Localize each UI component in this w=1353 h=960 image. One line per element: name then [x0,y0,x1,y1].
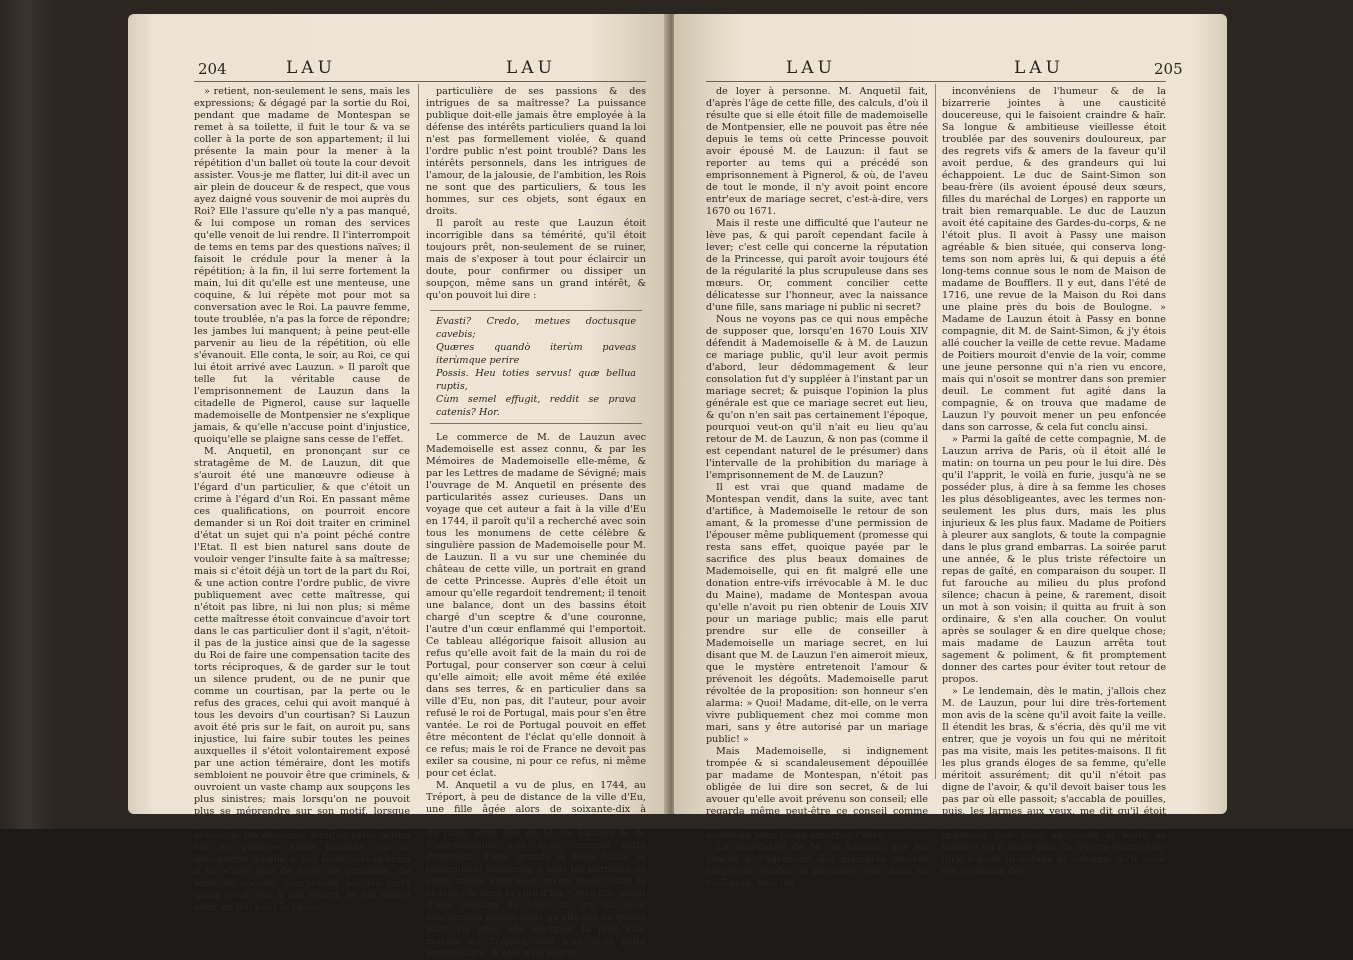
right-page-number: 205 [1154,60,1183,78]
paragraph: Il est vrai que quand madame de Montespan vendit, dans la suite, avec tant d'artifice, à Mademoiselle le retour de son amant, & la promesse d'une permission de l'épouser même publiquement (promesse qui resta sans effet, quoique payée par le sacrifice des plus beaux domaines de Mademoiselle, qui en fit malgré elle une donation entre-vifs irrévocable à M. le duc du Maine), madame de Montespan avoua qu'elle n'avoit pu rien obtenir de Louis XIV pour un mariage public; mais elle parut prendre sur elle de conseiller à Mademoiselle un mariage secret, en lui disant que M. de Lauzun l'en aimeroit mieux, que le mystère entretenoit l'amour & prévenoit les dégoûts. Mademoiselle parut révoltée de la proposition: son honneur s'en alarma: » Quoi! Madame, dit-elle, on le verra vivre publiquement chez moi comme mon mari, sans y être autorisé par un mariage public! » [706,482,928,745]
paragraph: particulière de ses passions & des intrigues de sa maîtresse? La puissance publique doit-elle jamais être employée à la défense des intérêts particuliers quand la loi n'est pas formellement violée, & quand l'ordre public n'est point troublé? Dans les intérêts personnels, dans les intrigues de l'amour, de la jalousie, de l'ambition, les Rois ne sont que des particuliers, & tous les hommes, sur ces objets, sont égaux en droits. [426,86,646,217]
paragraph: Nous ne voyons pas ce qui nous empêche de supposer que, lorsqu'en 1670 Louis XIV défendit à Mademoiselle & à M. de Lauzun ce mariage public, qu'il leur avoit permis d'abord, leur dédommagement & leur consolation fut d'y suppléer à l'instant par un mariage secret; & puisque l'opinion la plus générale est que ce mariage secret eut lieu, & qu'on n'en sait pas certainement l'époque, pourquoi veut-on qu'il n'ait eu lieu qu'au retour de M. de Lauzun, & non pas (comme il est cependant naturel de le présumer) dans l'intervalle de la prohibition du mariage à l'emprisonnement de M. de Lauzun? [706,314,928,481]
poem-line: Cùm semel effugit, reddit se prava catenis? Hor. [436,394,636,418]
left-column-2 [426,86,646,960]
poem-line: Quæres quandò iterùm paveas iterùmque perire [436,342,636,366]
paragraph: inconvéniens de l'humeur & de la bizarrerie jointes à une causticité doucereuse, qui le faisoient craindre & haïr. Sa longue & ambitieuse vieillesse étoit troublée par des souvenirs douloureux, par des regrets vifs & amers de la faveur qu'il avoit perdue, & des grandeurs qui lui échappoient. Le duc de Saint-Simon son beau-frère (ils avoient épousé deux sœurs, filles du maréchal de Lorges) en rapporte un trait bien remarquable. Le duc de Lauzun avoit été capitaine des Gardes-du-corps, & ne l'étoit plus. Il avoit à Passy une maison agréable & bien située, qui conserva long-tems son nom après lui, & qui depuis a été long-tems connue sous le nom de Maison de madame de Boufflers. Il y eut, dans l'été de 1716, une revue de la Maison du Roi dans une plaine près du bois de Boulogne. » Madame de Lauzun étoit à Passy en bonne compagnie, dit M. de Saint-Simon, & j'y étois allé coucher la veille de cette revue. Madame de Poitiers mouroit d'envie de la voir, comme une jeune personne qui n'a rien vu encore, mais qui n'osoit se montrer dans son premier deuil. Le comment fut agité dans la compagnie, & on trouva que madame de Lauzun l'y pouvoit mener un peu enfoncée dans son carrosse, & cela fut conclu ainsi. [942,86,1166,433]
column-divider [935,84,936,779]
column-divider [418,84,419,779]
right-running-head-1: LAU [786,58,836,78]
right-column-2 [942,86,1166,878]
paragraph: Mais il reste une difficulté que l'auteur ne lève pas, & qui paroît cependant facile à lever; c'est celle qui concerne la réputation de la Princesse, qui paroît avoir toujours été de la régularité la plus scrupuleuse dans ses mœurs. Or, comment concilier cette délicatesse sur l'honneur, avec la naissance d'une fille, sans mariage ni public ni secret? [706,218,928,313]
latin-quotation [430,310,642,424]
header-rule [194,81,646,82]
right-running-head-2: LAU [1014,58,1064,78]
header-rule [706,81,1166,82]
paragraph: M. Anquetil a vu de plus, en 1744, au Tréport, à peu de distance de la ville d'Eu, une fille âgée alors de soixante-dix à soixante-quinze ans, & qui, selon la tradition du pays, étoit fille de M. de Lauzun & de Mademoiselle; elle étoit, comme cette Princesse, d'une grande & belle taille, & ressembloit beaucoup à tous les portraits de cette même Princesse, qu'on voyoit dans le château & dans la ville d'Eu. Cette fille vivoit d'une pension de 1500 liv. qui lui étoit exactement payée, sans qu'elle sût de quelle part. De plus, elle occupoit la plus jolie maison du Tréport; elle n'en étoit point propriétaire, & elle n'en payoit [426,780,646,959]
left-page-number: 204 [198,60,227,78]
left-column-1 [194,86,410,914]
left-running-head-2: LAU [506,58,556,78]
paragraph: Le commerce de M. de Lauzun avec Mademoiselle est assez connu, & par les Mémoires de Mademoiselle elle-même, & par les Lettres de madame de Sévigné; mais l'ouvrage de M. Anquetil en présente des particularités assez curieuses. Dans un voyage que cet auteur a fait à la ville d'Eu en 1744, il paroît qu'il a recherché avec soin tous les monumens de cette célèbre & singulière passion de Mademoiselle pour M. de Lauzun. Il a vu sur une cheminée du château de cette ville, un portrait en grand de cette Princesse. Auprès d'elle étoit un amour qu'elle regardoit tendrement; il tenoit une balance, dont un des bassins étoit chargé d'un sceptre & d'une couronne, l'autre d'un cœur enflammé qui l'emportoit. Ce tableau allégorique faisoit allusion au refus qu'elle avoit fait de la main du roi de Portugal, pour conserver son cœur à celui qu'elle aimoit; elle avoit même été exilée dans ses terres, & en particulier dans sa ville d'Eu, non pas, dit l'auteur, pour avoir refusé le roi de Portugal, mais pour s'en être vantée. Le roi de Portugal pouvoit en effet être mécontent de l'éclat qu'elle donnoit à ce refus; mais le roi de France ne devoit pas exiler sa cousine, ni pour ce refus, ni même pour cet éclat. [426,432,646,779]
poem-line: Possis. Heu toties servus! quæ bellua ruptis, [436,368,636,392]
left-running-head-1: LAU [286,58,336,78]
poem-line: Evasti? Credo, metues doctusque cavebis; [436,316,636,340]
paragraph: » retient, non-seulement le sens, mais les expressions; & dégagé par la sortie du Roi, pendant que madame de Montespan se remet à sa toilette, il fuit le tour & va se coller à la porte de son appartement; il lui présente la main pour la mener à la répétition d'un ballet où toute la cour devoit assister. Vous-je me flatter, lui dit-il avec un air plein de douceur & de respect, que vous ayez daigné vous souvenir de moi auprès du Roi? Elle l'assure qu'elle n'y a pas manqué, & lui compose un roman des services qu'elle venoit de lui rendre. Il l'interrompoit de tems en tems par des questions naïves; il faisoit le crédule pour la mener à la répétition; à la fin, il lui serre fortement la main, lui dit qu'elle est une menteuse, une coquine, & lui répète mot pour mot sa conversation avec le Roi. La pauvre femme, toute troublée, n'a pas la force de répondre; les jambes lui manquent; à peine peut-elle parvenir au lieu de la répétition, où elle s'évanouit. Elle conta, le soir, au Roi, ce qui lui étoit arrivé avec Lauzun. » Il paroît que telle fut la véritable cause de l'emprisonnement de Lauzun dans la citadelle de Pignerol, cause sur laquelle mademoiselle de Montpensier ne s'explique jamais, & qu'elle n'accuse point d'injustice, quoiqu'elle se plaigne sans cesse de l'effet. [194,86,410,445]
right-page [674,14,1227,889]
paragraph: » Le lendemain, dès le matin, j'allois chez M. de Lauzun, pour lui dire très-fortement mon avis de la scène qu'il avoit faite la veille. Il étendit les bras, & s'écria, dès qu'il me vit entrer, que je voyois un fou qui ne méritoit pas ma visite, mais les petites-maisons. Il fit les plus grands éloges de sa femme, qu'elle méritoit assurément; dit qu'il n'étoit pas digne de l'avoir, & qu'il devoit baiser tous les pas par où elle passoit; s'accabla de pouilles, puis, les larmes aux yeux, me dit qu'il étoit plus digne de pitié que de colère; qu'il falloit m'avouer tout haut sa honte & toute sa misère; qu'il avoit plus de quatre-vingts ans; qu'il n'avoit ni enfans ni suivans; qu'il avoit été capitaine des [942,686,1166,877]
paragraph: M. Anquetil, en prononçant sur ce stratagême de M. de Lauzun, dit que s'auroit été une manœuvre odieuse à l'égard d'un particulier, & que c'étoit un crime à l'égard d'un Roi. En passant même ces qualifications, on pourroit encore demander si un Roi doit traiter en criminel d'état un sujet qui n'a point péché contre l'Etat. Il est bien naturel sans doute de vouloir venger l'insulte faite à sa maîtresse; mais si c'étoit déjà un tort de la part du Roi, & une action contre l'ordre public, de vivre publiquement avec cette maîtresse, qui n'étoit pas libre, ni lui non plus; si même cette maîtresse étoit convaincue d'avoir tort dans le cas particulier dont il s'agit, n'étoit-il pas de la justice ainsi que de la sagesse du Roi de faire une compensation tacite des torts réciproques, & de garder sur le tout un silence prudent, ou de ne punir que comme un courtisan, par la perte ou le refus des graces, celui qui avoit manqué à tous les devoirs d'un courtisan? Si Lauzun avoit été pris sur le fait, on auroit pu, sans injustice, lui faire subir toutes les peines auxquelles il s'étoit volontairement exposé par une action téméraire, dont les motifs sembloient ne pouvoir être que criminels, & ouvroient un vaste champ aux soupçons les plus sinistres; mais lorsqu'on ne pouvoit plus se méprendre sur son motif, lorsque c'est par lui-seul qu'on apprend, & son action, & les desseins, lorsque cette action est en quelque sorte justifiée par la découverte qu'elle a fait faire, lorsqu'enfin il ne s'agit que de torts de procédés, de torts de société, compensés par les torts qu'on avoit eus à son égard, le Roi doit-il sévir en Roi pour la cause [194,446,410,913]
paragraph: » Parmi la gaîté de cette compagnie, M. de Lauzun arriva de Paris, où il étoit allé le matin: on tourna un peu pour le lui dire. Dès qu'il l'apprit, le voilà en furie, jusqu'à ne se posséder plus, à dire à sa femme les choses les plus désobligeantes, avec les termes non-seulement les plus durs, mais les plus injurieux & les plus faux. Madame de Poitiers à pleurer aux sanglots, & toute la compagnie dans le plus grand embarras. La soirée parut une année, & le plus triste réfectoire un repas de gaîté, en comparaison du souper. Il fut farouche au milieu du plus profond silence; chacun à peine, & rarement, disoit un mot à son voisin; il quitta au fruit à son ordinaire, & s'en alla coucher. On voulut après se soulager & en dire quelque chose; mais madame de Lauzun arrêta tout sagement & poliment, & fit promptement donner des cartes pour éviter tout retour de propos. [942,434,1166,685]
paragraph: La singularité de M. de Lauzun, que les graces & l'agrément des manières avoient long-tems rendue si piquante, eut, dans sa vieillesse, tous les [706,842,928,889]
paragraph: de loyer à personne. M. Anquetil fait, d'après l'âge de cette fille, des calculs, d'où il résulte que si elle étoit fille de mademoiselle de Montpensier, elle ne pouvoit pas être née depuis le tems où cette Princesse pouvoit avoir épousé M. de Lauzun: il faut se reporter au tems qui a précédé son emprisonnement à Pignerol, & où, de l'aveu de tout le monde, il n'y avoit point encore entr'eux de mariage secret, c'est-à-dire, vers 1670 ou 1671. [706,86,928,217]
paragraph: Il paroît au reste que Lauzun étoit incorrigible dans sa témérité, qu'il étoit toujours prêt, non-seulement de se ruiner, mais de s'exposer à tout pour éclaircir un doute, pour confirmer ou dissiper un soupçon, même sans un grand intérêt, & qu'on pouvoit lui dire : [426,218,646,301]
left-page [128,14,669,959]
paragraph: Mais Mademoiselle, si indignement trompée & si scandaleusement dépouillée par madame de Montespan, n'étoit pas obligée de lui dire son secret, & de lui avouer qu'elle avoit prévenu son conseil; elle regarda même peut-être ce conseil comme un piége qu'on lui tendoit, pour pénétrer son secret ou pour lui en arracher l'aveu. [706,746,928,841]
right-column-1 [706,86,928,890]
